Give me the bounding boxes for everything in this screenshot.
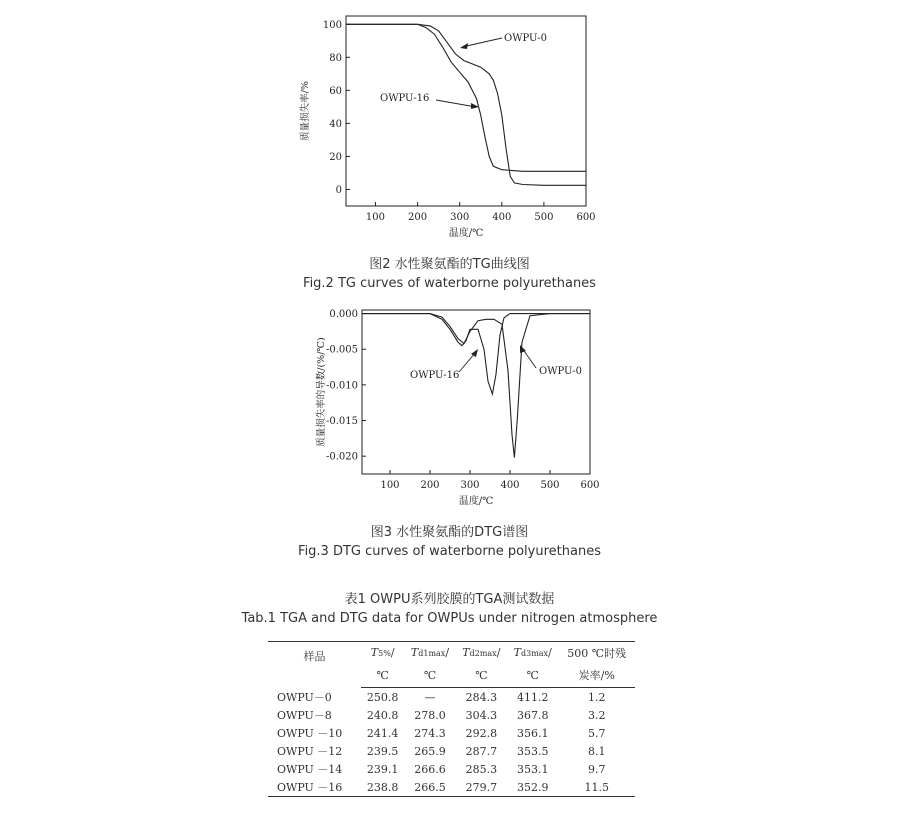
y-axis-label: 质量损失率/% (300, 81, 311, 141)
y-tick-label: -0.005 (325, 344, 358, 356)
cell-td1max: 278.0 (414, 708, 446, 722)
table-row (268, 742, 635, 760)
x-tick-label: 600 (576, 212, 596, 223)
cell-td2max: 304.3 (465, 708, 498, 722)
unit-residue: 炭率/% (558, 665, 635, 688)
y-tick-label: 60 (329, 85, 342, 97)
y-tick-label: -0.020 (325, 451, 358, 463)
cell-t5: 238.8 (361, 778, 404, 797)
y-tick-label: 40 (329, 118, 342, 130)
annotation-label: OWPU-16 (380, 93, 430, 104)
cell-residue: 5.7 (587, 726, 606, 740)
x-tick-label: 400 (500, 480, 520, 491)
cell-td2max: 284.3 (465, 690, 498, 704)
cell-residue: 9.7 (587, 762, 606, 776)
x-tick-label: 100 (365, 212, 386, 223)
cell-t5: 239.1 (366, 762, 399, 776)
cell-t5: 241.4 (366, 726, 399, 740)
figure3-caption-cn: 图3 水性聚氨酯的DTG谱图 (370, 525, 529, 540)
cell-td2max: 285.3 (465, 762, 498, 776)
header-td2max: Td2max/ (456, 642, 507, 666)
cell-td1max: 265.9 (414, 744, 446, 758)
cell-sample: OWPU －10 (277, 727, 343, 740)
figure3-caption-en: Fig.3 DTG curves of waterborne polyurethanes (298, 544, 601, 559)
header-residue: 500 ℃时残 (558, 642, 635, 666)
table-row (268, 724, 635, 742)
y-tick-label: 0.000 (329, 309, 358, 321)
annotation-label: OWPU-16 (410, 370, 460, 381)
annotation-label: OWPU-0 (539, 366, 583, 377)
cell-td1max: 266.6 (414, 762, 446, 776)
cell-td1max: — (424, 690, 436, 704)
y-tick-label: -0.010 (325, 380, 358, 392)
x-tick-label: 400 (492, 212, 512, 223)
header-td1max: Td1max/ (404, 642, 455, 666)
annotation-label: OWPU-0 (504, 33, 548, 44)
x-tick-label: 500 (540, 480, 560, 491)
x-tick-label: 500 (534, 212, 554, 223)
cell-td2max: 292.8 (465, 726, 498, 740)
y-tick-label: -0.015 (325, 416, 358, 428)
cell-td3max: 411.2 (516, 690, 549, 704)
series-line-owpu-0 (362, 314, 590, 458)
cell-td2max: 279.7 (456, 778, 507, 797)
table-header-row (268, 642, 635, 666)
y-tick-label: 20 (329, 151, 342, 163)
cell-td1max: 266.5 (404, 778, 455, 797)
x-tick-label: 100 (380, 480, 400, 491)
table-row (268, 760, 635, 778)
dtg-chart (290, 300, 610, 505)
cell-sample: OWPU －16 (268, 778, 361, 797)
table-row (268, 688, 635, 707)
cell-residue: 1.2 (587, 690, 606, 704)
cell-sample: OWPU －12 (277, 745, 343, 758)
x-tick-label: 200 (408, 212, 428, 223)
unit-td2max: ℃ (456, 665, 507, 688)
cell-sample: OWPU－8 (277, 709, 332, 722)
unit-td3max: ℃ (507, 665, 558, 688)
annotation-arrowhead (471, 349, 478, 357)
table1-caption-en: Tab.1 TGA and DTG data for OWPUs under nitrogen atmosphere (241, 611, 658, 626)
cell-td3max: 353.1 (516, 762, 549, 776)
cell-t5: 250.8 (366, 690, 399, 704)
header-td3max: Td3max/ (507, 642, 558, 666)
table-row (268, 778, 635, 797)
cell-residue: 8.1 (587, 744, 606, 758)
x-tick-label: 600 (580, 480, 600, 491)
annotation-arrow (462, 38, 502, 47)
table1-caption-cn: 表1 OWPU系列胶膜的TGA测试数据 (344, 592, 555, 607)
plot-frame (362, 310, 590, 474)
table-row (268, 706, 635, 724)
y-tick-label: 0 (335, 184, 342, 196)
x-tick-label: 300 (460, 480, 480, 491)
x-axis-label: 温度/℃ (448, 228, 484, 239)
header-sample: 样品 (268, 642, 361, 688)
y-tick-label: 100 (322, 19, 342, 31)
figure2-caption-cn: 图2 水性聚氨酯的TG曲线图 (369, 257, 530, 272)
unit-t5: ℃ (361, 665, 404, 688)
cell-residue: 3.2 (587, 708, 606, 722)
cell-residue: 11.5 (558, 778, 635, 797)
unit-td1max: ℃ (404, 665, 455, 688)
cell-td1max: 274.3 (414, 726, 446, 740)
annotation-arrowhead (460, 43, 468, 49)
cell-td2max: 287.7 (465, 744, 498, 758)
x-axis-label: 温度/℃ (458, 496, 494, 505)
annotation-arrow (436, 100, 476, 107)
tg-chart (290, 10, 610, 242)
cell-sample: OWPU －14 (277, 763, 343, 776)
y-axis-label: 质量损失率的导数/(%/℃) (316, 337, 327, 447)
tga-data-table (268, 641, 635, 797)
x-tick-label: 300 (450, 212, 470, 223)
figure2-caption-en: Fig.2 TG curves of waterborne polyurethanes (303, 276, 596, 291)
y-tick-label: 80 (329, 52, 342, 64)
header-t5: T5%/ (361, 642, 404, 666)
cell-td3max: 367.8 (516, 708, 549, 722)
cell-t5: 240.8 (366, 708, 399, 722)
x-tick-label: 200 (420, 480, 440, 491)
cell-td3max: 352.9 (507, 778, 558, 797)
cell-sample: OWPU－0 (277, 690, 332, 704)
cell-td3max: 356.1 (516, 726, 549, 740)
cell-t5: 239.5 (366, 744, 399, 758)
cell-td3max: 353.5 (516, 744, 549, 758)
